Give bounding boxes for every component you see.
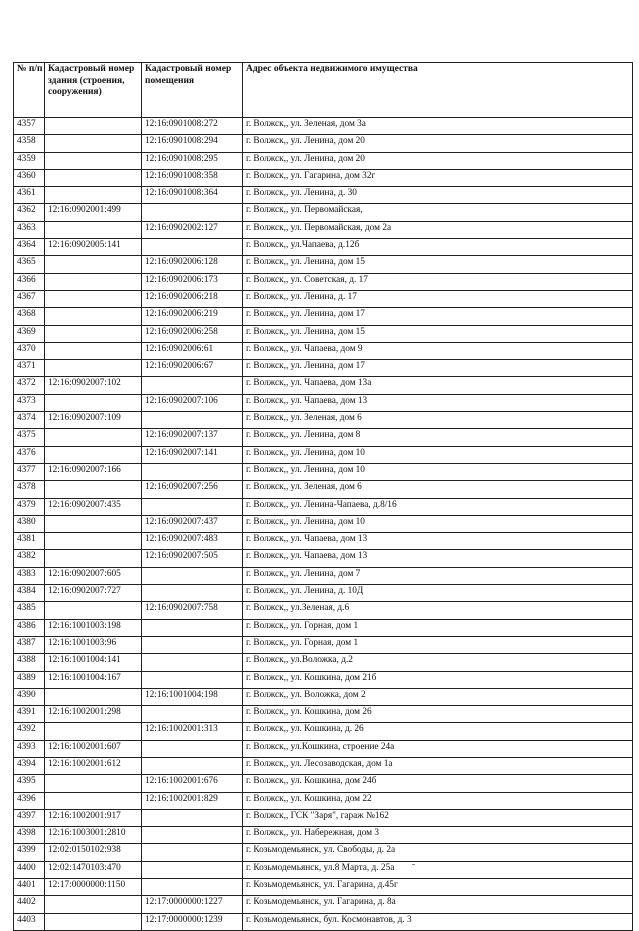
cell-premises-cadastral: 12:16:0901008:294 bbox=[142, 135, 243, 152]
cell-address: г. Волжск,, ул. Ленина, дом 10 bbox=[243, 515, 633, 532]
cell-building-cadastral bbox=[45, 688, 142, 705]
cell-building-cadastral bbox=[45, 135, 142, 152]
cell-address: г. Волжск,, ул. Ленина, дом 7 bbox=[243, 567, 633, 584]
table-row bbox=[14, 412, 633, 429]
header-premises-cadastral: Кадастровый номер помещения bbox=[142, 63, 243, 118]
table-row bbox=[14, 308, 633, 325]
cell-num: 4368 bbox=[14, 308, 45, 325]
cell-building-cadastral: 12:16:0902007:166 bbox=[45, 463, 142, 480]
cell-premises-cadastral: 12:16:0902006:173 bbox=[142, 273, 243, 290]
cell-address: г. Волжск,, ул. Зеленая, дом 6 bbox=[243, 412, 633, 429]
cell-premises-cadastral bbox=[142, 879, 243, 896]
cell-num: 4357 bbox=[14, 118, 45, 135]
cell-premises-cadastral: 12:17:0000000:1239 bbox=[142, 913, 243, 930]
cell-address: г. Волжск,, ул. Чапаева, дом 13 bbox=[243, 550, 633, 567]
cell-num: 4398 bbox=[14, 827, 45, 844]
cell-num: 4392 bbox=[14, 723, 45, 740]
cell-num: 4374 bbox=[14, 412, 45, 429]
cell-num: 4400 bbox=[14, 861, 45, 878]
table-row bbox=[14, 377, 633, 394]
cell-address: г. Волжск,, ул. Ленина, д. 10Д bbox=[243, 585, 633, 602]
cell-building-cadastral: 12:16:1001003:198 bbox=[45, 619, 142, 636]
cell-premises-cadastral: 12:16:0902006:128 bbox=[142, 256, 243, 273]
cell-building-cadastral: 12:16:1002001:612 bbox=[45, 757, 142, 774]
cell-address: г. Волжск,, ул. Ленина, дом 10 bbox=[243, 463, 633, 480]
cell-premises-cadastral: 12:16:0902007:106 bbox=[142, 394, 243, 411]
cell-building-cadastral bbox=[45, 290, 142, 307]
cell-address: г. Волжск,, ул. Кошкина, дом 22 bbox=[243, 792, 633, 809]
property-registry-table bbox=[13, 62, 633, 931]
cell-num: 4361 bbox=[14, 187, 45, 204]
cell-building-cadastral: 12:16:0902007:435 bbox=[45, 498, 142, 515]
cell-building-cadastral: 12:17:0000000:1150 bbox=[45, 879, 142, 896]
header-building-cadastral: Кадастровый номер здания (строения, сооружения) bbox=[45, 63, 142, 118]
cell-building-cadastral bbox=[45, 169, 142, 186]
header-num: № п/п bbox=[14, 63, 45, 118]
table-row bbox=[14, 879, 633, 896]
cell-num: 4397 bbox=[14, 809, 45, 826]
cell-building-cadastral bbox=[45, 913, 142, 930]
cell-num: 4371 bbox=[14, 360, 45, 377]
cell-num: 4401 bbox=[14, 879, 45, 896]
table-row bbox=[14, 550, 633, 567]
cell-num: 4366 bbox=[14, 273, 45, 290]
cell-building-cadastral: 12:02:1470103:470 bbox=[45, 861, 142, 878]
cell-num: 4403 bbox=[14, 913, 45, 930]
cell-premises-cadastral bbox=[142, 654, 243, 671]
cell-address: г. Волжск,, ул. Кошкина, дом 21б bbox=[243, 671, 633, 688]
cell-building-cadastral: 12:16:1001004:141 bbox=[45, 654, 142, 671]
cell-premises-cadastral bbox=[142, 619, 243, 636]
cell-premises-cadastral bbox=[142, 671, 243, 688]
cell-building-cadastral: 12:02:0150102:938 bbox=[45, 844, 142, 861]
cell-address: г. Волжск,, ул. Ленина, дом 15 bbox=[243, 325, 633, 342]
cell-address: г. Волжск,, ул.Чапаева, д.12б bbox=[243, 239, 633, 256]
cell-building-cadastral: 12:16:1003001:2810 bbox=[45, 827, 142, 844]
cell-address: г. Волжск,, ул. Чапаева, дом 13 bbox=[243, 533, 633, 550]
cell-num: 4367 bbox=[14, 290, 45, 307]
cell-building-cadastral bbox=[45, 446, 142, 463]
table-row bbox=[14, 429, 633, 446]
cell-building-cadastral bbox=[45, 325, 142, 342]
table-row bbox=[14, 671, 633, 688]
table-row bbox=[14, 325, 633, 342]
cell-num: 4375 bbox=[14, 429, 45, 446]
cell-address: г. Волжск,, ул. Ленина-Чапаева, д.8/16 bbox=[243, 498, 633, 515]
cell-premises-cadastral bbox=[142, 585, 243, 602]
cell-address: г. Волжск,, ул. Ленина, дом 17 bbox=[243, 360, 633, 377]
cell-premises-cadastral: 12:16:0902006:218 bbox=[142, 290, 243, 307]
cell-address: г. Волжск,, ул.Воложка, д.2 bbox=[243, 654, 633, 671]
cell-premises-cadastral: 12:16:0902002:127 bbox=[142, 221, 243, 238]
cell-premises-cadastral: 12:16:0901008:358 bbox=[142, 169, 243, 186]
cell-num: 4390 bbox=[14, 688, 45, 705]
cell-num: 4396 bbox=[14, 792, 45, 809]
cell-building-cadastral: 12:16:1002001:298 bbox=[45, 706, 142, 723]
cell-address: г. Волжск,, ул. Лесозаводская, дом 1а bbox=[243, 757, 633, 774]
cell-num: 4383 bbox=[14, 567, 45, 584]
cell-num: 4362 bbox=[14, 204, 45, 221]
cell-premises-cadastral: 12:16:0901008:295 bbox=[142, 152, 243, 169]
cell-num: 4369 bbox=[14, 325, 45, 342]
cell-premises-cadastral: 12:16:0901008:272 bbox=[142, 118, 243, 135]
cell-address: г. Волжск,, ул. Воложка, дом 2 bbox=[243, 688, 633, 705]
table-row bbox=[14, 135, 633, 152]
table-row bbox=[14, 567, 633, 584]
cell-premises-cadastral: 12:16:1002001:829 bbox=[142, 792, 243, 809]
table-row bbox=[14, 844, 633, 861]
cell-building-cadastral: 12:16:0902001:499 bbox=[45, 204, 142, 221]
cell-building-cadastral bbox=[45, 256, 142, 273]
cell-num: 4372 bbox=[14, 377, 45, 394]
table-row bbox=[14, 169, 633, 186]
cell-num: 4370 bbox=[14, 342, 45, 359]
cell-address: г. Волжск,, ул. Горная, дом 1 bbox=[243, 619, 633, 636]
table-row bbox=[14, 463, 633, 480]
cell-premises-cadastral bbox=[142, 377, 243, 394]
cell-premises-cadastral: 12:16:0902007:758 bbox=[142, 602, 243, 619]
cell-premises-cadastral bbox=[142, 204, 243, 221]
table-row bbox=[14, 688, 633, 705]
cell-premises-cadastral bbox=[142, 706, 243, 723]
cell-building-cadastral bbox=[45, 273, 142, 290]
cell-address: г. Волжск,, ул. Первомайская, дом 2а bbox=[243, 221, 633, 238]
cell-premises-cadastral bbox=[142, 740, 243, 757]
cell-building-cadastral bbox=[45, 360, 142, 377]
cell-num: 4380 bbox=[14, 515, 45, 532]
cell-premises-cadastral bbox=[142, 463, 243, 480]
cell-premises-cadastral: 12:16:1002001:313 bbox=[142, 723, 243, 740]
table-row bbox=[14, 204, 633, 221]
cell-premises-cadastral bbox=[142, 412, 243, 429]
cell-premises-cadastral bbox=[142, 567, 243, 584]
cell-premises-cadastral bbox=[142, 827, 243, 844]
cell-address: г. Волжск,, ул. Набережная, дом 3 bbox=[243, 827, 633, 844]
cell-building-cadastral bbox=[45, 429, 142, 446]
cell-num: 4360 bbox=[14, 169, 45, 186]
cell-address: г. Волжск,, ул. Кошкина, д. 26 bbox=[243, 723, 633, 740]
table-row bbox=[14, 775, 633, 792]
cell-address: г. Волжск,, ул. Чапаева, дом 13а bbox=[243, 377, 633, 394]
table-row bbox=[14, 256, 633, 273]
cell-premises-cadastral bbox=[142, 757, 243, 774]
cell-address: г. Волжск,, ул.Кошкина, строение 24а bbox=[243, 740, 633, 757]
scan-speck bbox=[412, 864, 415, 865]
cell-num: 4359 bbox=[14, 152, 45, 169]
cell-building-cadastral: 12:16:1001004:167 bbox=[45, 671, 142, 688]
cell-address: г. Козьмодемьянск, ул. Свободы, д. 2а bbox=[243, 844, 633, 861]
table-row bbox=[14, 515, 633, 532]
cell-num: 4381 bbox=[14, 533, 45, 550]
cell-building-cadastral bbox=[45, 152, 142, 169]
cell-building-cadastral: 12:16:0902007:727 bbox=[45, 585, 142, 602]
cell-premises-cadastral: 12:16:0902007:256 bbox=[142, 481, 243, 498]
table-row bbox=[14, 792, 633, 809]
cell-building-cadastral bbox=[45, 118, 142, 135]
table-row bbox=[14, 187, 633, 204]
table-row bbox=[14, 636, 633, 653]
cell-num: 4379 bbox=[14, 498, 45, 515]
cell-num: 4394 bbox=[14, 757, 45, 774]
cell-num: 4393 bbox=[14, 740, 45, 757]
cell-building-cadastral: 12:16:1002001:917 bbox=[45, 809, 142, 826]
cell-address: г. Волжск,, ул. Кошкина, дом 26 bbox=[243, 706, 633, 723]
cell-address: г. Волжск,, ул. Ленина, д. 30 bbox=[243, 187, 633, 204]
table-row bbox=[14, 481, 633, 498]
cell-building-cadastral bbox=[45, 792, 142, 809]
cell-building-cadastral: 12:16:0902007:605 bbox=[45, 567, 142, 584]
table-row bbox=[14, 913, 633, 930]
cell-address: г. Козьмодемьянск, бул. Космонавтов, д. 3 bbox=[243, 913, 633, 930]
cell-num: 4402 bbox=[14, 896, 45, 913]
cell-premises-cadastral bbox=[142, 239, 243, 256]
cell-num: 4377 bbox=[14, 463, 45, 480]
table-row bbox=[14, 446, 633, 463]
table-row bbox=[14, 221, 633, 238]
cell-address: г. Волжск,, ул. Чапаева, дом 9 bbox=[243, 342, 633, 359]
cell-address: г. Волжск,, ул. Ленина, дом 20 bbox=[243, 152, 633, 169]
cell-premises-cadastral bbox=[142, 498, 243, 515]
table-row bbox=[14, 239, 633, 256]
table-row bbox=[14, 290, 633, 307]
cell-num: 4376 bbox=[14, 446, 45, 463]
table-row bbox=[14, 740, 633, 757]
cell-num: 4378 bbox=[14, 481, 45, 498]
table-row bbox=[14, 602, 633, 619]
cell-building-cadastral bbox=[45, 394, 142, 411]
table-row bbox=[14, 585, 633, 602]
cell-address: г. Волжск,, ул. Советская, д. 17 bbox=[243, 273, 633, 290]
table-row bbox=[14, 498, 633, 515]
cell-address: г. Волжск,, ул.Зеленая, д.6 bbox=[243, 602, 633, 619]
cell-building-cadastral bbox=[45, 723, 142, 740]
cell-building-cadastral: 12:16:1001003:96 bbox=[45, 636, 142, 653]
cell-num: 4386 bbox=[14, 619, 45, 636]
cell-num: 4385 bbox=[14, 602, 45, 619]
cell-premises-cadastral bbox=[142, 809, 243, 826]
cell-building-cadastral bbox=[45, 533, 142, 550]
cell-address: г. Козьмодемьянск, ул. Гагарина, д.45г bbox=[243, 879, 633, 896]
cell-num: 4384 bbox=[14, 585, 45, 602]
cell-num: 4389 bbox=[14, 671, 45, 688]
cell-premises-cadastral: 12:16:0902007:483 bbox=[142, 533, 243, 550]
table-row bbox=[14, 394, 633, 411]
cell-premises-cadastral bbox=[142, 636, 243, 653]
cell-premises-cadastral: 12:16:0902007:137 bbox=[142, 429, 243, 446]
cell-address: г. Волжск,, ул. Ленина, дом 17 bbox=[243, 308, 633, 325]
cell-premises-cadastral: 12:17:0000000:1227 bbox=[142, 896, 243, 913]
cell-premises-cadastral: 12:16:0902006:67 bbox=[142, 360, 243, 377]
header-address: Адрес объекта недвижимого имущества bbox=[243, 63, 633, 118]
cell-building-cadastral bbox=[45, 602, 142, 619]
cell-building-cadastral bbox=[45, 187, 142, 204]
cell-building-cadastral bbox=[45, 221, 142, 238]
table-row bbox=[14, 118, 633, 135]
cell-premises-cadastral: 12:16:0902006:61 bbox=[142, 342, 243, 359]
cell-address: г. Волжск,, ул. Первомайская, bbox=[243, 204, 633, 221]
cell-premises-cadastral: 12:16:0902006:219 bbox=[142, 308, 243, 325]
cell-premises-cadastral: 12:16:1002001:676 bbox=[142, 775, 243, 792]
table-row bbox=[14, 809, 633, 826]
cell-building-cadastral bbox=[45, 550, 142, 567]
cell-address: г. Волжск,, ул. Ленина, д. 17 bbox=[243, 290, 633, 307]
table-row bbox=[14, 152, 633, 169]
cell-address: г. Волжск,, ул. Горная, дом 1 bbox=[243, 636, 633, 653]
cell-num: 4365 bbox=[14, 256, 45, 273]
table-row bbox=[14, 757, 633, 774]
cell-address: г. Волжск,, ул. Гагарина, дом 32г bbox=[243, 169, 633, 186]
cell-premises-cadastral: 12:16:0902007:141 bbox=[142, 446, 243, 463]
cell-address: г. Волжск,, ул. Ленина, дом 10 bbox=[243, 446, 633, 463]
table-row bbox=[14, 654, 633, 671]
table-row bbox=[14, 533, 633, 550]
registry-document bbox=[13, 62, 632, 931]
cell-building-cadastral bbox=[45, 308, 142, 325]
table-row bbox=[14, 706, 633, 723]
cell-premises-cadastral: 12:16:0902007:505 bbox=[142, 550, 243, 567]
cell-num: 4387 bbox=[14, 636, 45, 653]
cell-num: 4399 bbox=[14, 844, 45, 861]
cell-address: г. Волжск,, ул. Ленина, дом 8 bbox=[243, 429, 633, 446]
cell-premises-cadastral bbox=[142, 844, 243, 861]
cell-num: 4382 bbox=[14, 550, 45, 567]
table-row bbox=[14, 273, 633, 290]
cell-num: 4388 bbox=[14, 654, 45, 671]
cell-premises-cadastral: 12:16:0901008:364 bbox=[142, 187, 243, 204]
cell-building-cadastral: 12:16:1002001:607 bbox=[45, 740, 142, 757]
cell-num: 4358 bbox=[14, 135, 45, 152]
table-row bbox=[14, 619, 633, 636]
cell-premises-cadastral: 12:16:1001004:198 bbox=[142, 688, 243, 705]
table-row bbox=[14, 360, 633, 377]
table-row bbox=[14, 861, 633, 878]
cell-building-cadastral bbox=[45, 481, 142, 498]
cell-address: г. Волжск,, ул. Зеленая, дом 3а bbox=[243, 118, 633, 135]
cell-address: г. Волжск,, ул. Ленина, дом 15 bbox=[243, 256, 633, 273]
table-row bbox=[14, 827, 633, 844]
cell-address: г. Волжск,, ул. Кошкина, дом 24б bbox=[243, 775, 633, 792]
cell-num: 4373 bbox=[14, 394, 45, 411]
cell-building-cadastral bbox=[45, 775, 142, 792]
cell-building-cadastral: 12:16:0902005:141 bbox=[45, 239, 142, 256]
cell-num: 4363 bbox=[14, 221, 45, 238]
cell-building-cadastral: 12:16:0902007:109 bbox=[45, 412, 142, 429]
cell-building-cadastral bbox=[45, 515, 142, 532]
cell-address: г. Козьмодемьянск, ул. Гагарина, д. 8а bbox=[243, 896, 633, 913]
cell-num: 4395 bbox=[14, 775, 45, 792]
table-header-row bbox=[14, 63, 633, 118]
cell-num: 4391 bbox=[14, 706, 45, 723]
cell-address: г. Волжск,, ГСК "Заря", гараж №162 bbox=[243, 809, 633, 826]
cell-building-cadastral: 12:16:0902007:102 bbox=[45, 377, 142, 394]
cell-premises-cadastral bbox=[142, 861, 243, 878]
cell-num: 4364 bbox=[14, 239, 45, 256]
cell-address: г. Козьмодемьянск, ул.8 Марта, д. 25а bbox=[243, 861, 633, 878]
cell-address: г. Волжск,, ул. Зеленая, дом 6 bbox=[243, 481, 633, 498]
cell-premises-cadastral: 12:16:0902007:437 bbox=[142, 515, 243, 532]
cell-premises-cadastral: 12:16:0902006:258 bbox=[142, 325, 243, 342]
table-row bbox=[14, 342, 633, 359]
cell-building-cadastral bbox=[45, 342, 142, 359]
table-row bbox=[14, 723, 633, 740]
cell-address: г. Волжск,, ул. Чапаева, дом 13 bbox=[243, 394, 633, 411]
cell-address: г. Волжск,, ул. Ленина, дом 20 bbox=[243, 135, 633, 152]
